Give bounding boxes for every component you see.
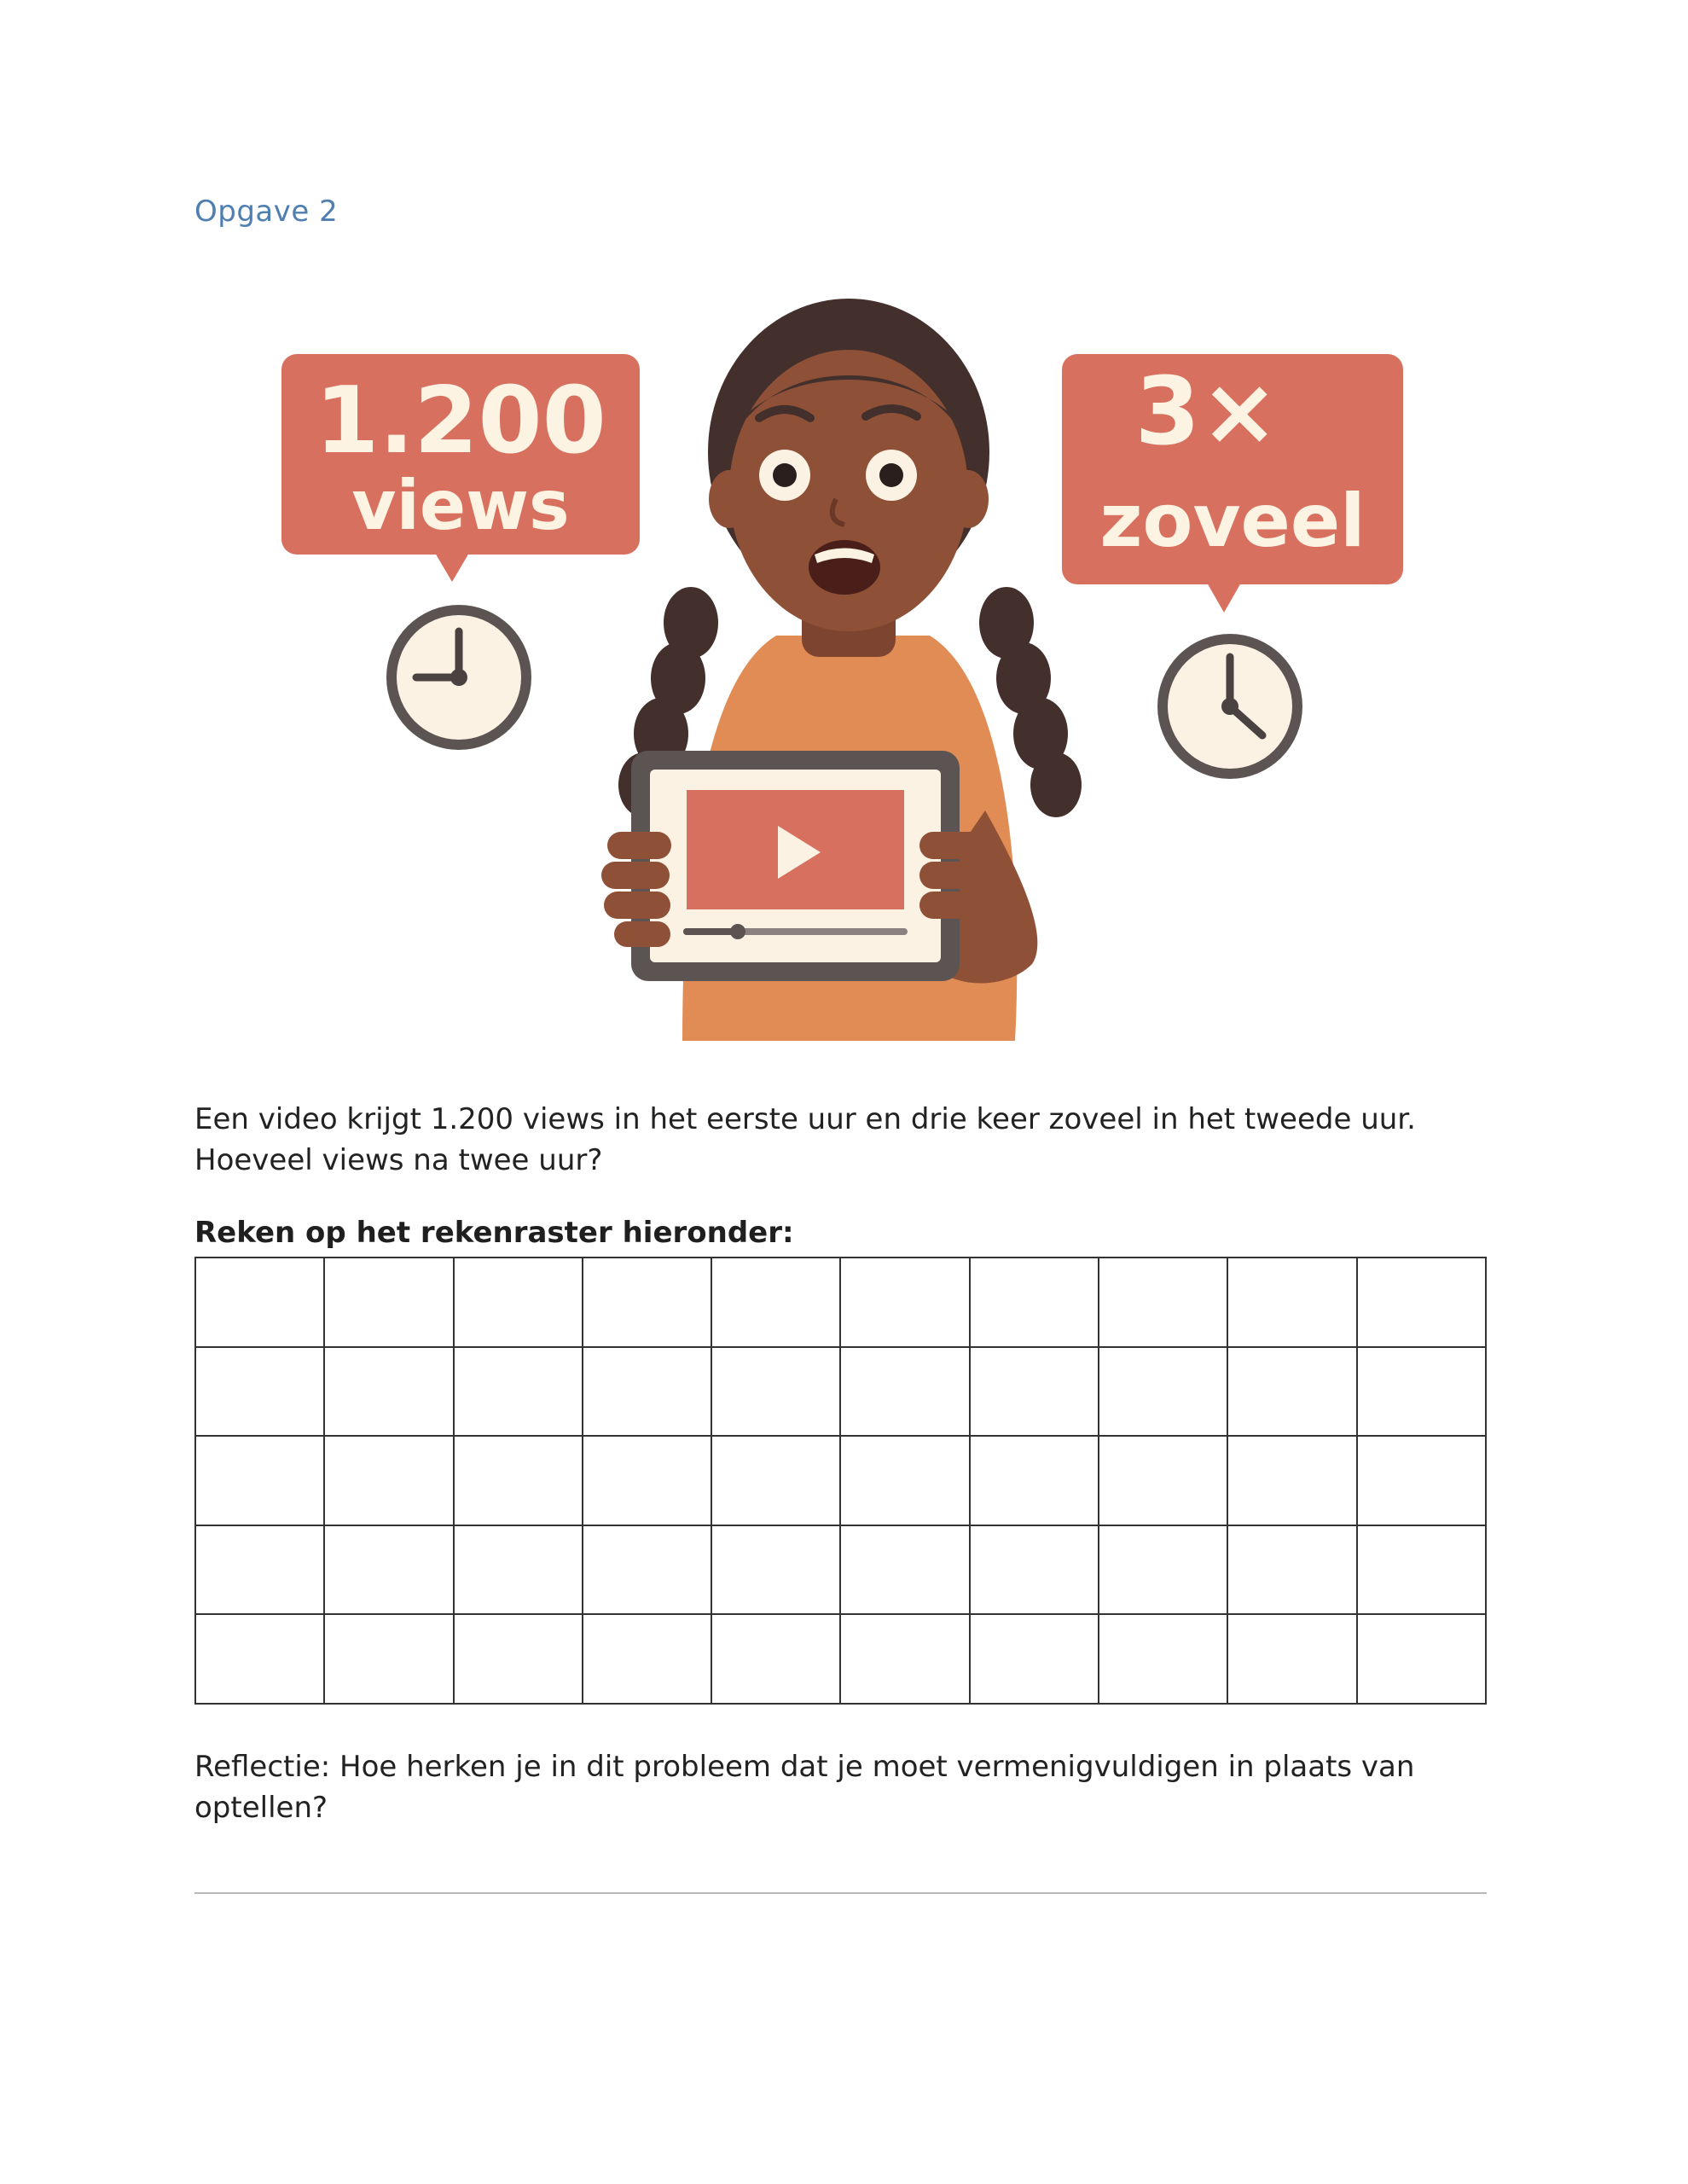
- grid-cell[interactable]: [195, 1525, 324, 1615]
- grid-cell[interactable]: [1357, 1525, 1486, 1615]
- grid-cell[interactable]: [1357, 1436, 1486, 1525]
- bubble-multiplier-label: zoveel: [1099, 479, 1366, 564]
- speech-bubble-views: [281, 354, 640, 582]
- reflection-question: Reflectie: Hoe herken je in dit probleem dat je moet vermenigvuldigen in plaats van optellen?: [194, 1750, 1415, 1825]
- bubble-views-number: 1.200: [315, 368, 606, 474]
- grid-cell[interactable]: [324, 1258, 453, 1347]
- grid-cell[interactable]: [1227, 1436, 1356, 1525]
- grid-cell[interactable]: [583, 1436, 711, 1525]
- grid-cell[interactable]: [1227, 1614, 1356, 1704]
- grid-cell[interactable]: [1099, 1525, 1227, 1615]
- grid-cell[interactable]: [454, 1347, 583, 1437]
- grid-cell[interactable]: [1227, 1258, 1356, 1347]
- grid-cell[interactable]: [324, 1614, 453, 1704]
- grid-cell[interactable]: [583, 1614, 711, 1704]
- clock-icon: [386, 605, 531, 750]
- grid-cell[interactable]: [970, 1436, 1099, 1525]
- illustration: [256, 282, 1433, 1049]
- grid-cell[interactable]: [1227, 1347, 1356, 1437]
- grid-cell[interactable]: [970, 1258, 1099, 1347]
- grid-cell[interactable]: [583, 1525, 711, 1615]
- grid-cell[interactable]: [711, 1347, 840, 1437]
- tablet-icon: [631, 751, 960, 981]
- grid-cell[interactable]: [840, 1614, 969, 1704]
- grid-cell[interactable]: [1227, 1525, 1356, 1615]
- grid-cell[interactable]: [970, 1347, 1099, 1437]
- question-text: Een video krijgt 1.200 views in het eerste uur en drie keer zoveel in het tweede uur. Hoeveel views na twee uur?: [194, 1102, 1416, 1177]
- grid-cell[interactable]: [195, 1347, 324, 1437]
- grid-cell[interactable]: [711, 1436, 840, 1525]
- grid-cell[interactable]: [1099, 1347, 1227, 1437]
- grid-cell[interactable]: [1357, 1258, 1486, 1347]
- grid-cell[interactable]: [1099, 1258, 1227, 1347]
- grid-instruction: Reken op het rekenraster hieronder:: [194, 1216, 794, 1250]
- bubble-multiplier: 3×: [1134, 357, 1279, 466]
- bubble-views-label: views: [351, 466, 570, 545]
- speech-bubble-threefold: [1062, 354, 1403, 613]
- clock-icon: [1157, 634, 1302, 779]
- grid-cell[interactable]: [711, 1525, 840, 1615]
- grid-cell[interactable]: [1099, 1614, 1227, 1704]
- grid-row: [195, 1614, 1486, 1704]
- grid-cell[interactable]: [970, 1525, 1099, 1615]
- grid-row: [195, 1258, 1486, 1347]
- grid-cell[interactable]: [711, 1258, 840, 1347]
- grid-cell[interactable]: [324, 1436, 453, 1525]
- grid-cell[interactable]: [454, 1258, 583, 1347]
- grid-cell[interactable]: [324, 1347, 453, 1437]
- grid-cell[interactable]: [195, 1614, 324, 1704]
- grid-cell[interactable]: [583, 1347, 711, 1437]
- grid-cell[interactable]: [1099, 1436, 1227, 1525]
- exercise-heading: Opgave 2: [194, 195, 339, 229]
- grid-cell[interactable]: [840, 1347, 969, 1437]
- grid-cell[interactable]: [970, 1614, 1099, 1704]
- grid-cell[interactable]: [195, 1436, 324, 1525]
- grid-cell[interactable]: [454, 1614, 583, 1704]
- grid-cell[interactable]: [195, 1258, 324, 1347]
- grid-row: [195, 1436, 1486, 1525]
- grid-cell[interactable]: [454, 1525, 583, 1615]
- grid-row: [195, 1347, 1486, 1437]
- grid-cell[interactable]: [1357, 1347, 1486, 1437]
- grid-cell[interactable]: [711, 1614, 840, 1704]
- grid-cell[interactable]: [840, 1525, 969, 1615]
- answer-line[interactable]: [194, 1892, 1487, 1894]
- grid-cell[interactable]: [1357, 1614, 1486, 1704]
- calculation-grid[interactable]: [194, 1257, 1487, 1705]
- grid-cell[interactable]: [840, 1258, 969, 1347]
- grid-cell[interactable]: [583, 1258, 711, 1347]
- grid-cell[interactable]: [840, 1436, 969, 1525]
- grid-cell[interactable]: [324, 1525, 453, 1615]
- grid-cell[interactable]: [454, 1436, 583, 1525]
- grid-row: [195, 1525, 1486, 1615]
